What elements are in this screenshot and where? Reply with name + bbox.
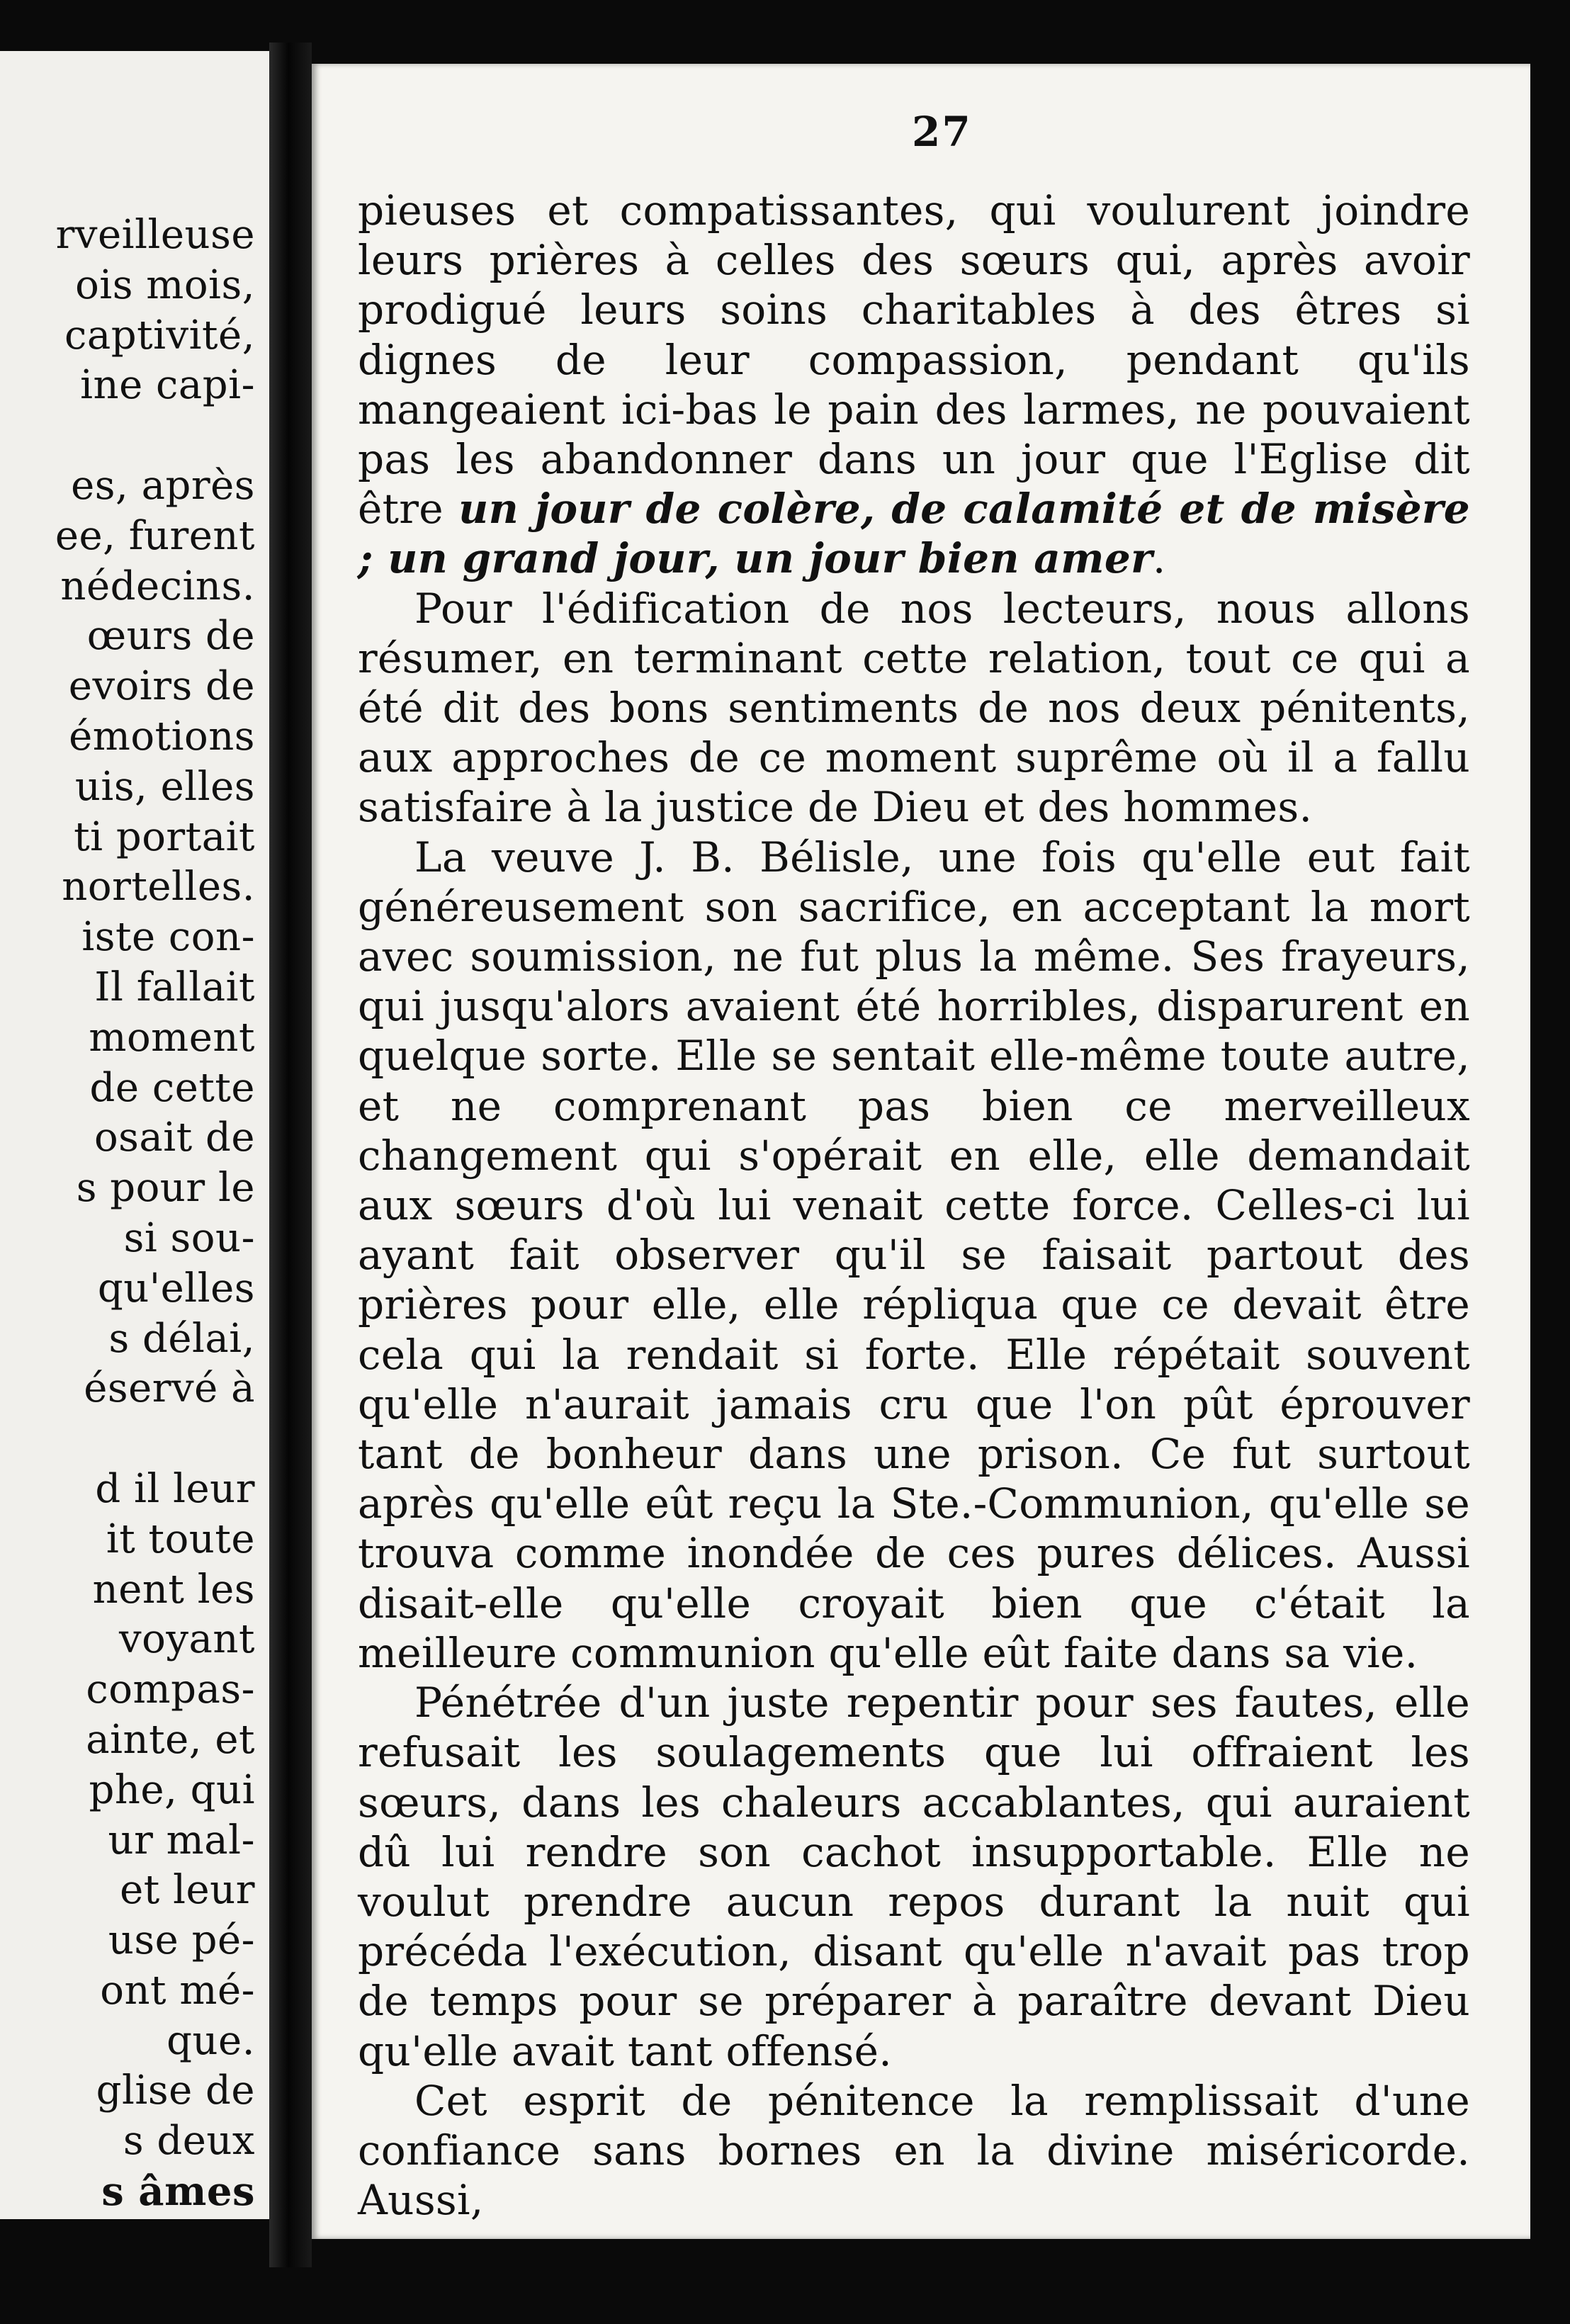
left-page-line: phe, qui xyxy=(89,1766,255,1813)
paragraph-text: Pour l'édification de nos lecteurs, nous allons résumer, en terminant cette relation, tout ce qui a été dit des bons sentiments de nos deux pénitents, aux approches de ce moment suprême où il a fallu satisfaire à la justice de Dieu et des hommes. xyxy=(358,584,1470,832)
left-page-line: rveilleuse xyxy=(55,212,255,258)
left-page-gap xyxy=(55,1414,255,1465)
left-page-line: émotions xyxy=(69,713,255,760)
left-page-line: œurs de xyxy=(86,613,255,660)
left-page-line: ee, furent xyxy=(55,512,255,559)
left-page-line: ur mal- xyxy=(108,1817,255,1863)
left-page-line: d il leur xyxy=(95,1465,255,1512)
paragraph xyxy=(358,584,1470,833)
left-page-line: nent les xyxy=(92,1566,255,1613)
left-facing-page xyxy=(0,51,269,2219)
left-page-line: iste con- xyxy=(81,914,255,961)
left-page-line: captivité, xyxy=(64,312,255,359)
page-number: 27 xyxy=(912,108,972,156)
paragraph-text: Pénétrée d'un juste repentir pour ses fautes, elle refusait les soulagements que lui offraient les sœurs, dans les chaleurs accablantes, qui auraient dû lui rendre son cachot insupportable. Elle ne voulut prendre aucun repos durant la nuit qui précéda l'exécution, disant qu'elle n'avait pas trop de temps pour se préparer à paraître devant Dieu qu'elle avait tant offensé. xyxy=(358,1679,1470,2075)
left-page-gap xyxy=(55,411,255,461)
left-page-line: ainte, et xyxy=(86,1716,255,1763)
left-page-line: nortelles. xyxy=(62,864,255,910)
paragraph-text: pieuses et compatissantes, qui voulurent joindre leurs prières à celles des sœurs qui, après avoir prodigué leurs soins charitables à des êtres si dignes de leur compassion, pendant qu'ils mangeaient ici-bas le pain des larmes, ne pouvaient pas les abandonner dans un jour que l'Eglise dit être xyxy=(358,186,1470,534)
left-page-line: que. xyxy=(166,2017,255,2064)
emphasized-text: un jour de colère, de calamité et de misère ; un grand jour, un jour bien amer xyxy=(358,485,1470,583)
paragraph-text-end: . xyxy=(1152,534,1166,583)
left-page-line: si sou- xyxy=(123,1214,255,1261)
left-page-line: s pour le xyxy=(76,1165,255,1212)
paragraph-text: La veuve J. B. Bélisle, une fois qu'elle eut fait généreusement son sacrifice, en acceptant la mort avec soumission, ne fut plus la même. Ses frayeurs, qui jusqu'alors avaient été horribles, disparurent en quelque sorte. Elle se sentait elle-même toute autre, et ne comprenant pas bien ce merveilleux changement qui s'opérait en elle, elle demandait aux sœurs d'où lui venait cette force. Celles-ci lui ayant fait observer qu'il se faisait partout des prières pour elle, elle répliqua que ce devait être cela qui la rendait si forte. Elle répétait souvent qu'elle n'aurait jamais cru que l'on pût éprouver tant de bonheur dans une prison. Ce fut surtout après qu'elle eût reçu la Ste.-Communion, qu'elle se trouva comme inondée de ces pures délices. Aussi disait-elle qu'elle croyait bien que c'était la meilleure communion qu'elle eût faite dans sa vie. xyxy=(358,833,1470,1677)
left-page-line: ont mé- xyxy=(100,1967,255,2014)
left-page-line: Il fallait xyxy=(94,964,255,1010)
paragraph xyxy=(358,833,1470,1678)
left-page-line: it toute xyxy=(106,1516,255,1562)
left-page-line: ois mois, xyxy=(75,261,255,308)
left-page-line: moment xyxy=(89,1014,255,1061)
body-text xyxy=(358,186,1470,2225)
left-page-line: s délai, xyxy=(108,1315,255,1362)
left-page-line: osait de xyxy=(94,1115,255,1161)
left-page-line: qu'elles xyxy=(97,1265,255,1312)
left-page-line: evoirs de xyxy=(68,663,255,710)
left-page-line: et leur xyxy=(120,1867,255,1914)
left-page-line: s deux xyxy=(123,2118,255,2165)
left-page-line: es, après xyxy=(71,462,255,509)
left-page-line: compas- xyxy=(86,1666,255,1713)
paragraph xyxy=(358,186,1470,584)
left-page-line: glise de xyxy=(96,2068,255,2114)
book-gutter xyxy=(269,43,312,2267)
left-page-line: de cette xyxy=(89,1064,255,1111)
left-page-line: uis, elles xyxy=(74,763,255,810)
left-page-line: ti portait xyxy=(74,813,255,860)
paragraph-text: Cet esprit de pénitence la remplissait d'une confiance sans bornes en la divine miséricorde. Aussi, xyxy=(358,2076,1470,2225)
left-page-line: éservé à xyxy=(84,1365,255,1412)
left-page-line: s âmes xyxy=(101,2168,255,2216)
paragraph xyxy=(358,1678,1470,2076)
left-page-line: use pé- xyxy=(108,1917,255,1964)
left-page-line: voyant xyxy=(119,1616,255,1663)
paragraph xyxy=(358,2076,1470,2226)
left-page-line: nédecins. xyxy=(60,563,255,609)
left-page-line: ine capi- xyxy=(80,362,255,409)
left-page-text xyxy=(55,210,255,2217)
